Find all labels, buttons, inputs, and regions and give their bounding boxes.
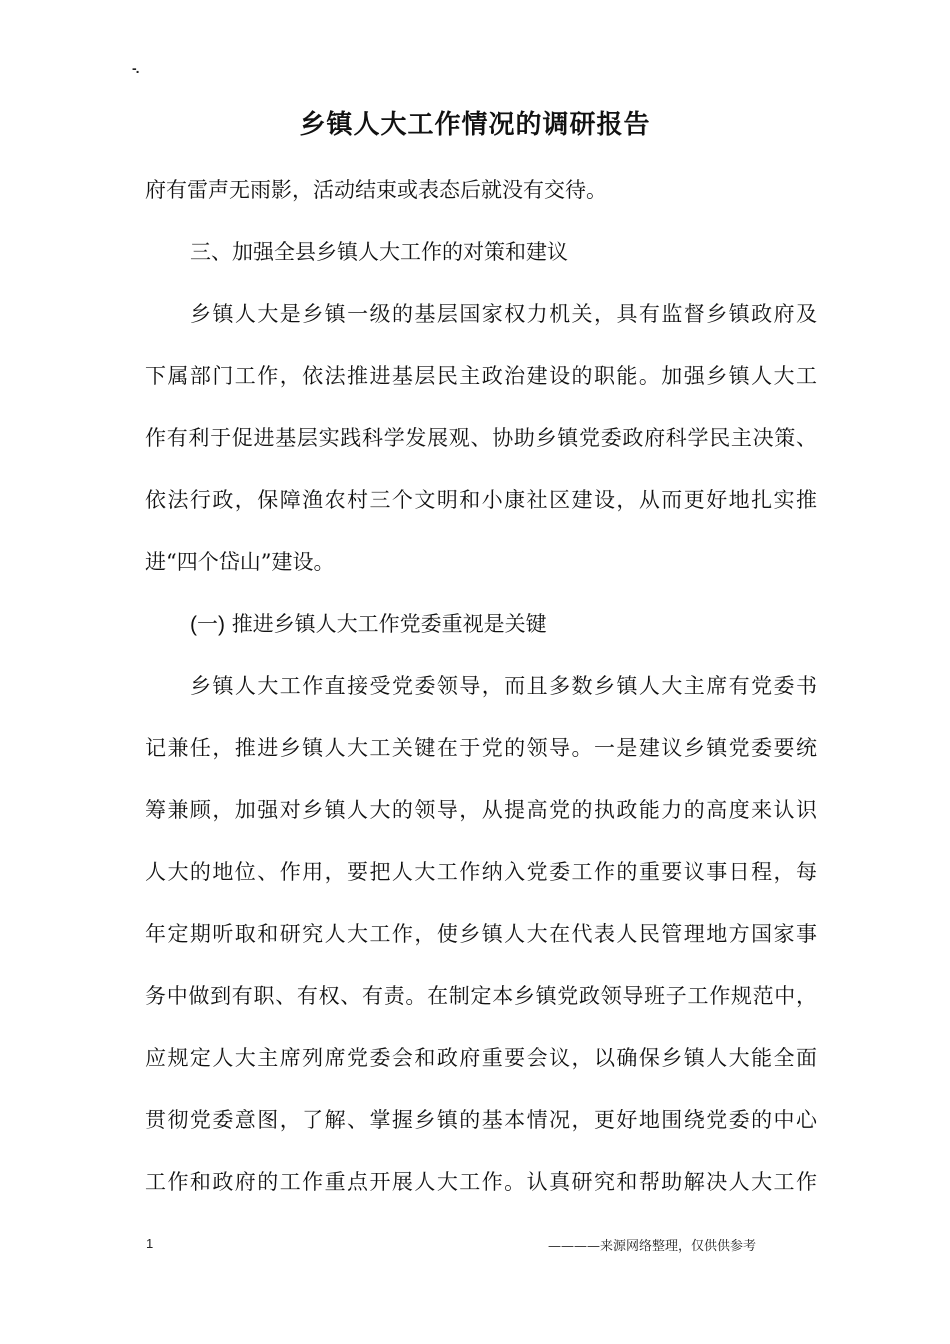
paragraph-line: 筹兼顾，加强对乡镇人大的领导，从提高党的执政能力的高度来认识	[145, 798, 817, 822]
source-note: ————来源网络整理，仅供供参考	[548, 1239, 757, 1254]
paragraph-line: 作有利于促进基层实践科学发展观、协助乡镇党委政府科学民主决策、	[145, 426, 817, 450]
section-heading: 三、加强全县乡镇人大工作的对策和建议	[190, 240, 568, 264]
corner-mark: -.	[132, 60, 139, 76]
paragraph-line: 进“四个岱山”建设。	[145, 550, 335, 574]
page-number: 1	[146, 1236, 154, 1251]
document-title: 乡镇人大工作情况的调研报告	[299, 110, 651, 140]
paragraph-line: 工作和政府的工作重点开展人大工作。认真研究和帮助解决人大工作	[145, 1170, 817, 1194]
paragraph-line: 务中做到有职、有权、有责。在制定本乡镇党政领导班子工作规范中，	[145, 984, 817, 1008]
subsection-marker: (一)	[190, 613, 225, 636]
paragraph-line: 记兼任，推进乡镇人大工关键在于党的领导。一是建议乡镇党委要统	[145, 736, 817, 760]
paragraph-line: 应规定人大主席列席党委会和政府重要会议，以确保乡镇人大能全面	[145, 1046, 817, 1070]
subsection-title: 推进乡镇人大工作党委重视是关键	[231, 612, 547, 636]
paragraph-line: 依法行政，保障渔农村三个文明和小康社区建设，从而更好地扎实推	[145, 488, 817, 512]
paragraph-line: 年定期听取和研究人大工作，使乡镇人大在代表人民管理地方国家事	[145, 922, 817, 946]
paragraph-line: 乡镇人大工作直接受党委领导，而且多数乡镇人大主席有党委书	[190, 674, 817, 698]
paragraph-line: 乡镇人大是乡镇一级的基层国家权力机关，具有监督乡镇政府及	[190, 302, 817, 326]
paragraph-line: 府有雷声无雨影，活动结束或表态后就没有交待。	[145, 178, 607, 202]
document-body	[145, 166, 817, 1220]
subsection-heading	[145, 600, 817, 662]
paragraph-line: 贯彻党委意图，了解、掌握乡镇的基本情况，更好地围绕党委的中心	[145, 1108, 817, 1132]
paragraph-line: 人大的地位、作用，要把人大工作纳入党委工作的重要议事日程，每	[145, 860, 817, 884]
paragraph-line: 下属部门工作，依法推进基层民主政治建设的职能。加强乡镇人大工	[145, 364, 817, 388]
